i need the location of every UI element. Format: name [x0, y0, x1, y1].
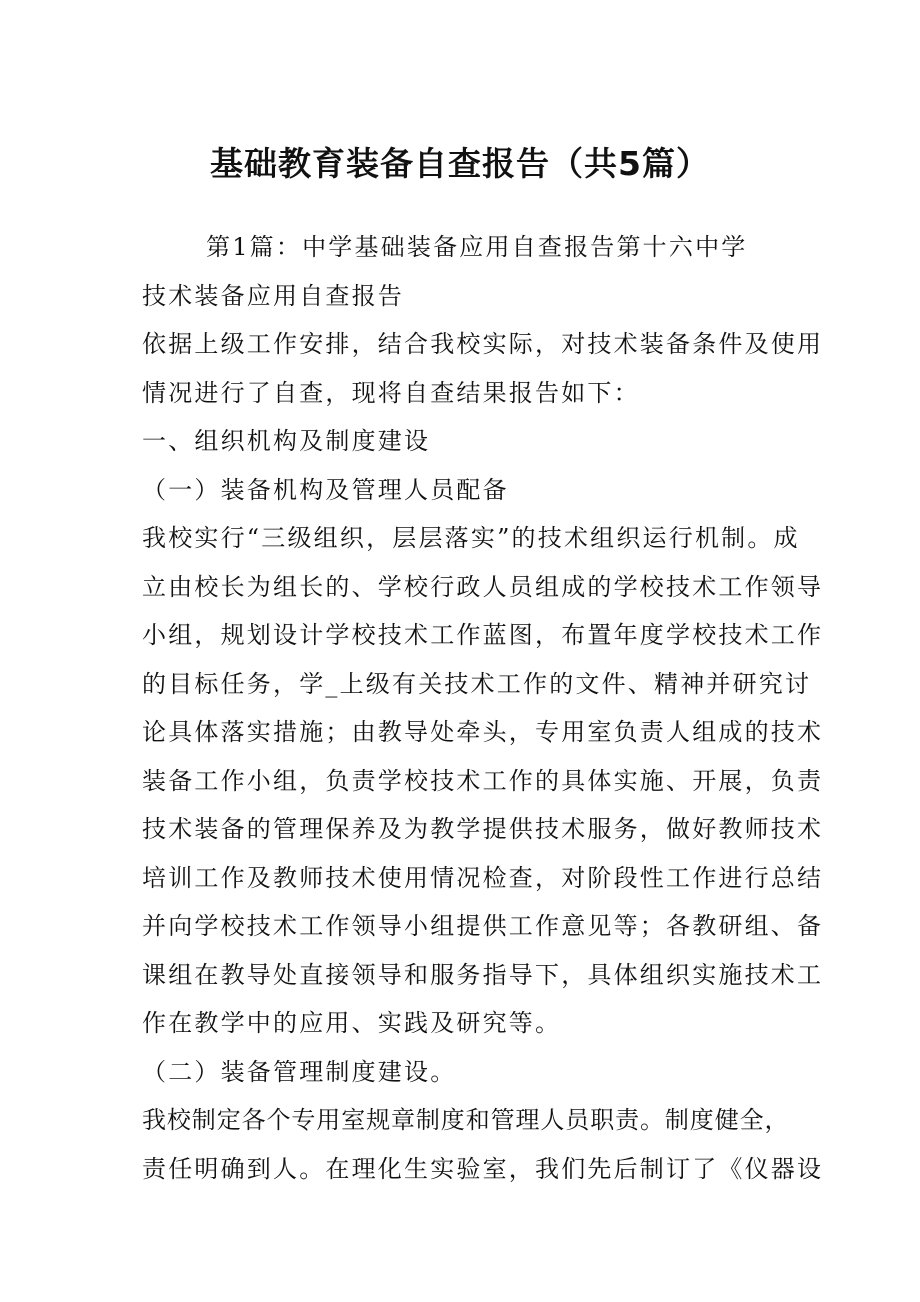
paragraph-line: 技术装备的管理保养及为教学提供技术服务，做好教师技术 — [142, 815, 824, 843]
paragraph-line: 装备工作小组，负责学校技术工作的具体实施、开展，负责 — [142, 766, 824, 795]
paragraph-line: 责任明确到人。在理化生实验室，我们先后制订了《仪器设 — [142, 1154, 824, 1183]
paragraph-line: 论具体落实措施；由教导处牵头，专用室负责人组成的技术 — [142, 718, 824, 746]
paragraph-line: 的目标任务，学_上级有关技术工作的文件、精神并研究讨 — [142, 669, 812, 698]
subsection-heading: （一）装备机构及管理人员配备 — [142, 475, 509, 504]
paragraph-line: 作在教学中的应用、实践及研究等。 — [142, 1009, 562, 1037]
document-body — [142, 223, 824, 1193]
paragraph-line: 我校制定各个专用室规章制度和管理人员职责。制度健全， — [142, 1106, 790, 1134]
paragraph-line: 小组，规划设计学校技术工作蓝图，布置年度学校技术工作 — [142, 621, 824, 649]
paragraph-line: 培训工作及教师技术使用情况检查，对阶段性工作进行总结 — [142, 863, 824, 892]
paragraph-line: 立由校长为组长的、学校行政人员组成的学校技术工作领导 — [142, 572, 824, 601]
chapter-heading: 第1篇：中学基础装备应用自查报告第十六中学 — [206, 233, 748, 261]
paragraph-line: 我校实行“三级组织，层层落实”的技术组织运行机制。成 — [142, 524, 800, 552]
paragraph-line: 依据上级工作安排，结合我校实际，对技术装备条件及使用 — [142, 330, 824, 358]
report-subtitle: 技术装备应用自查报告 — [142, 281, 404, 310]
section-heading: 一、组织机构及制度建设 — [142, 427, 431, 455]
paragraph-line: 课组在教导处直接领导和服务指导下，具体组织实施技术工 — [142, 960, 824, 989]
document-title: 基础教育装备自查报告（共5篇） — [210, 144, 710, 183]
paragraph-line: 情况进行了自查，现将自查结果报告如下： — [142, 378, 640, 407]
paragraph-line: 并向学校技术工作领导小组提供工作意见等；各教研组、备 — [142, 912, 824, 940]
subsection-heading: （二）装备管理制度建设。 — [142, 1057, 457, 1086]
